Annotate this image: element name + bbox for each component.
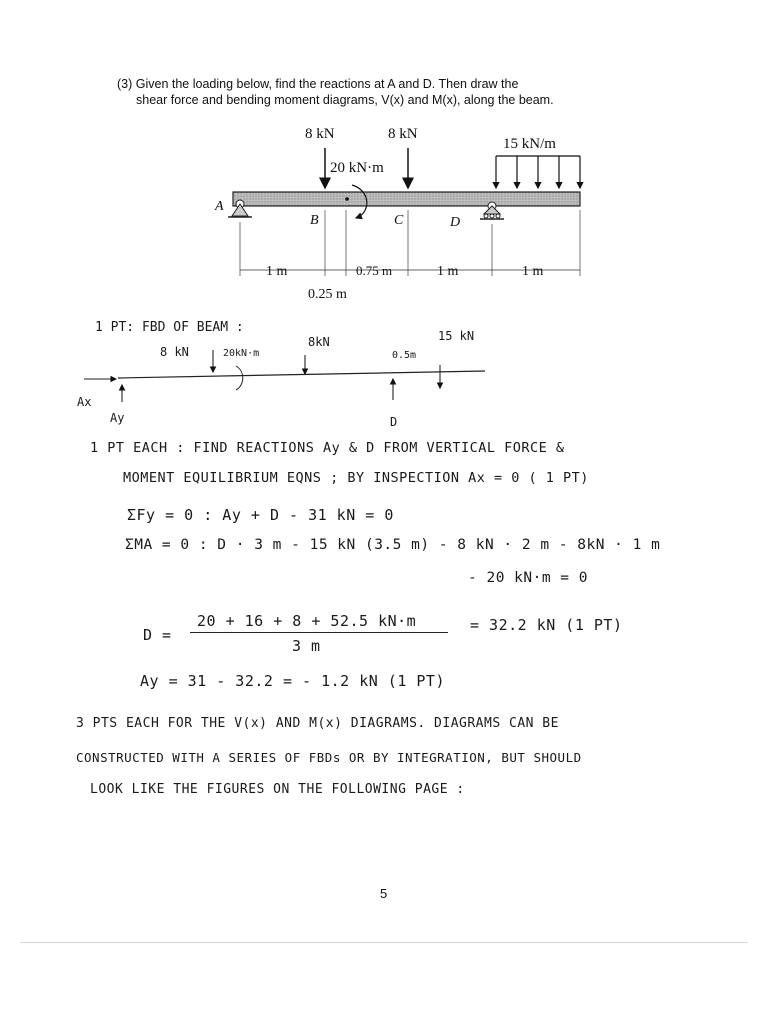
dim-4: 1 m — [522, 264, 544, 279]
equation-sum-moments: ΣMA = 0 : D · 3 m - 15 kN (3.5 m) - 8 kN · 2 m - 8kN · 1 m — [125, 537, 661, 553]
page-number: 5 — [380, 886, 388, 901]
solution-line-1: 1 PT EACH : FIND REACTIONS Ay & D FROM VERTICAL FORCE & — [90, 440, 565, 456]
point-label-C: C — [394, 213, 404, 228]
fraction-bar — [190, 632, 448, 633]
note-line-3: LOOK LIKE THE FIGURES ON THE FOLLOWING PAGE : — [90, 782, 465, 797]
note-line-1: 3 PTS EACH FOR THE V(x) AND M(x) DIAGRAMS. DIAGRAMS CAN BE — [76, 716, 559, 731]
fbd-20knm: 20kN·m — [223, 348, 260, 359]
point-label-D: D — [450, 215, 461, 230]
distributed-label: 15 kN/m — [503, 136, 556, 152]
d-result: = 32.2 kN (1 PT) — [470, 616, 623, 634]
fbd-8kn-a: 8 kN — [160, 345, 189, 359]
note-line-2: CONSTRUCTED WITH A SERIES OF FBDs OR BY INTEGRATION, BUT SHOULD — [76, 750, 582, 765]
fbd-8kn-b: 8kN — [308, 335, 330, 349]
problem-line-1: (3) Given the loading below, find the reactions at A and D. Then draw the — [117, 77, 519, 91]
dim-5: 0.25 m — [308, 287, 347, 302]
point-label-A: A — [215, 199, 224, 214]
solution-line-2: MOMENT EQUILIBRIUM EQNS ; BY INSPECTION Ax = 0 ( 1 PT) — [123, 470, 589, 486]
dim-3: 1 m — [437, 264, 459, 279]
load-8kn-2: 8 kN — [388, 126, 418, 142]
fbd-beam — [118, 371, 485, 378]
problem-line-2: shear force and bending moment diagrams, V(x) and M(x), along the beam. — [136, 93, 554, 107]
dim-2: 0.75 m — [356, 263, 393, 278]
ay-result: Ay = 31 - 32.2 = - 1.2 kN (1 PT) — [140, 672, 445, 690]
equation-sum-moments-cont: - 20 kN·m = 0 — [468, 570, 588, 586]
page-divider — [20, 942, 748, 943]
fbd-15kn: 15 kN — [438, 329, 475, 343]
fbd-05m: 0.5m — [392, 350, 417, 361]
fbd-Ax: Ax — [77, 395, 92, 409]
fbd-heading: 1 PT: FBD OF BEAM : — [95, 320, 244, 335]
dim-1: 1 m — [266, 264, 288, 279]
fbd-Ay: Ay — [110, 411, 125, 425]
d-lhs: D = — [143, 626, 172, 644]
moment-label: 20 kN·m — [330, 160, 384, 176]
fbd-D: D — [390, 415, 398, 429]
equation-sum-forces: ΣFy = 0 : Ay + D - 31 kN = 0 — [127, 506, 394, 524]
point-label-B: B — [310, 213, 319, 228]
load-8kn-1: 8 kN — [305, 126, 335, 142]
d-denominator: 3 m — [292, 637, 321, 655]
d-numerator: 20 + 16 + 8 + 52.5 kN·m — [197, 612, 417, 630]
